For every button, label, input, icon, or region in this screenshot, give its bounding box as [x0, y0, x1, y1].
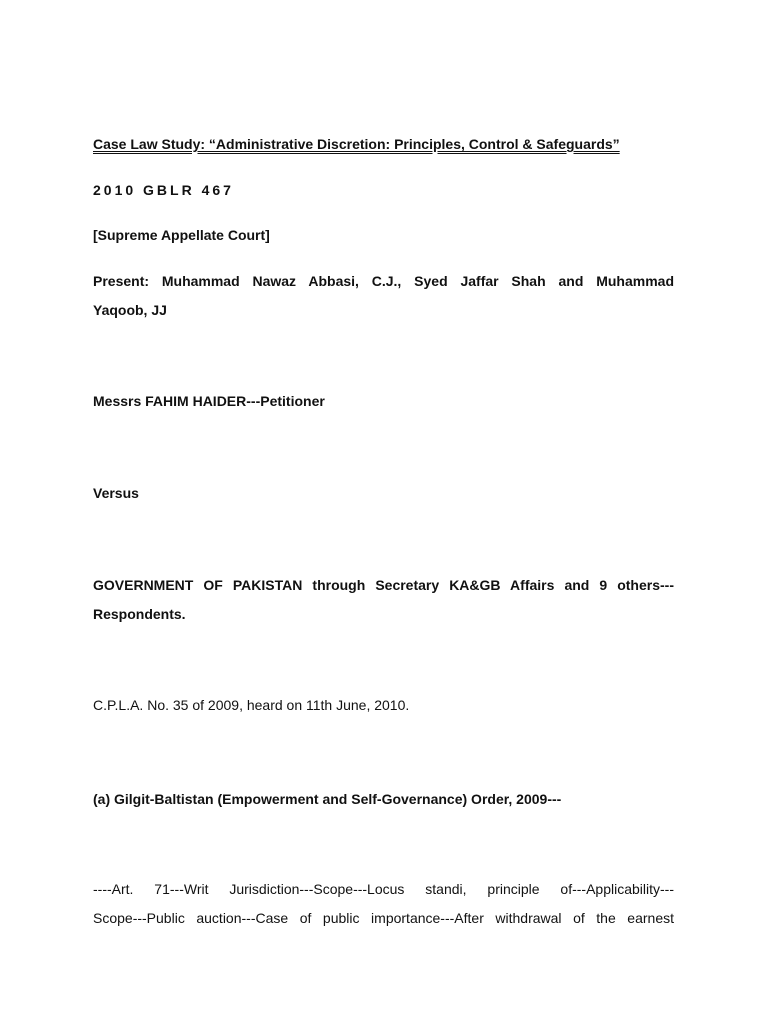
versus-label: Versus: [93, 485, 139, 501]
body-text-line-1: ----Art. 71---Writ Jurisdiction---Scope---Locus standi, principle of---Applicability---: [93, 881, 674, 897]
respondents-line-1: GOVERNMENT OF PAKISTAN through Secretary KA&GB Affairs and 9 others---: [93, 577, 674, 593]
body-text-line-2: Scope---Public auction---Case of public importance---After withdrawal of the earnest: [93, 910, 674, 926]
court-name: [Supreme Appellate Court]: [93, 227, 270, 243]
case-citation: 2010 GBLR 467: [93, 182, 234, 198]
respondents-line-2: Respondents.: [93, 606, 186, 622]
document-title: Case Law Study: “Administrative Discretion: Principles, Control & Safeguards”: [93, 136, 620, 152]
bench-present-line-2: Yaqoob, JJ: [93, 302, 167, 318]
case-number: C.P.L.A. No. 35 of 2009, heard on 11th June, 2010.: [93, 697, 410, 713]
bench-present-line-1: Present: Muhammad Nawaz Abbasi, C.J., Syed Jaffar Shah and Muhammad: [93, 273, 674, 289]
petitioner: Messrs FAHIM HAIDER---Petitioner: [93, 393, 325, 409]
headnote-a: (a) Gilgit-Baltistan (Empowerment and Self-Governance) Order, 2009---: [93, 791, 562, 807]
